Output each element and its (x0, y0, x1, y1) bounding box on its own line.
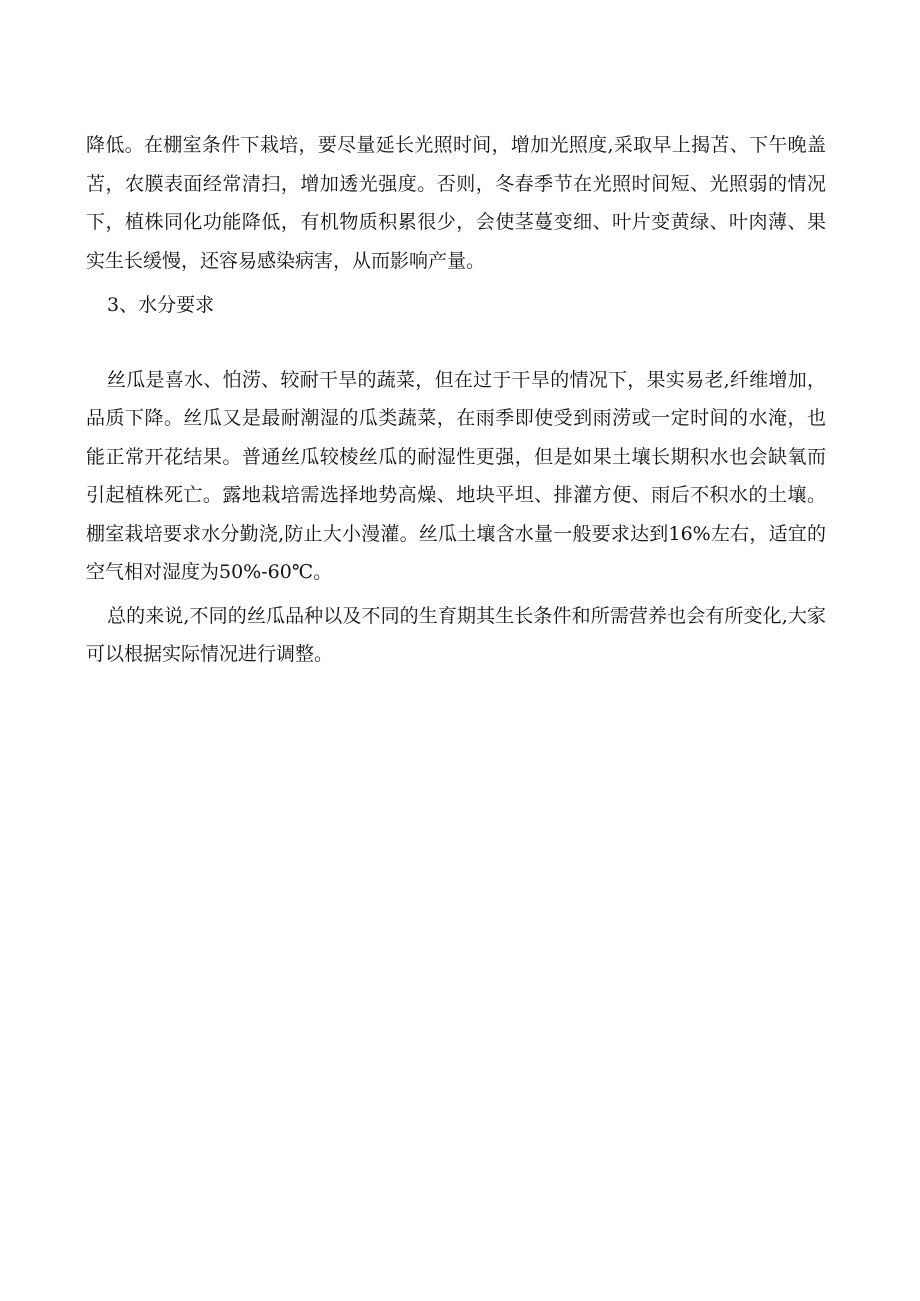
water-requirement-paragraph: 丝瓜是喜水、怕涝、较耐干旱的蔬菜，但在过于干旱的情况下，果实易老,纤维增加，品质下降。丝瓜又是最耐潮湿的瓜类蔬菜，在雨季即使受到雨涝或一定时间的水淹，也能正常开花结果。普通丝瓜较棱丝瓜的耐湿性更强，但是如果土壤长期积水也会缺氧而引起植株死亡。露地栽培需选择地势高燥、地块平坦、排灌方便、雨后不积水的土壤。棚室栽培要求水分勤浇,防止大小漫灌。丝瓜土壤含水量一般要求达到16%左右，适宜的空气相对湿度为50%-60℃。 (86, 368, 826, 583)
document-body (86, 126, 826, 674)
summary-paragraph: 总的来说,不同的丝瓜品种以及不同的生育期其生长条件和所需营养也会有所变化,大家可以根据实际情况进行调整。 (86, 604, 826, 665)
light-requirement-paragraph: 降低。在棚室条件下栽培，要尽量延长光照时间，增加光照度,采取早上揭苫、下午晚盖苫，农膜表面经常清扫，增加透光强度。否则，冬春季节在光照时间短、光照弱的情况下，植株同化功能降低，有机物质积累很少，会使茎蔓变细、叶片变黄绿、叶肉薄、果实生长缓慢，还容易感染病害，从而影响产量。 (86, 134, 826, 272)
spacer (86, 325, 826, 361)
section-heading-water: 3、水分要求 (107, 294, 215, 316)
